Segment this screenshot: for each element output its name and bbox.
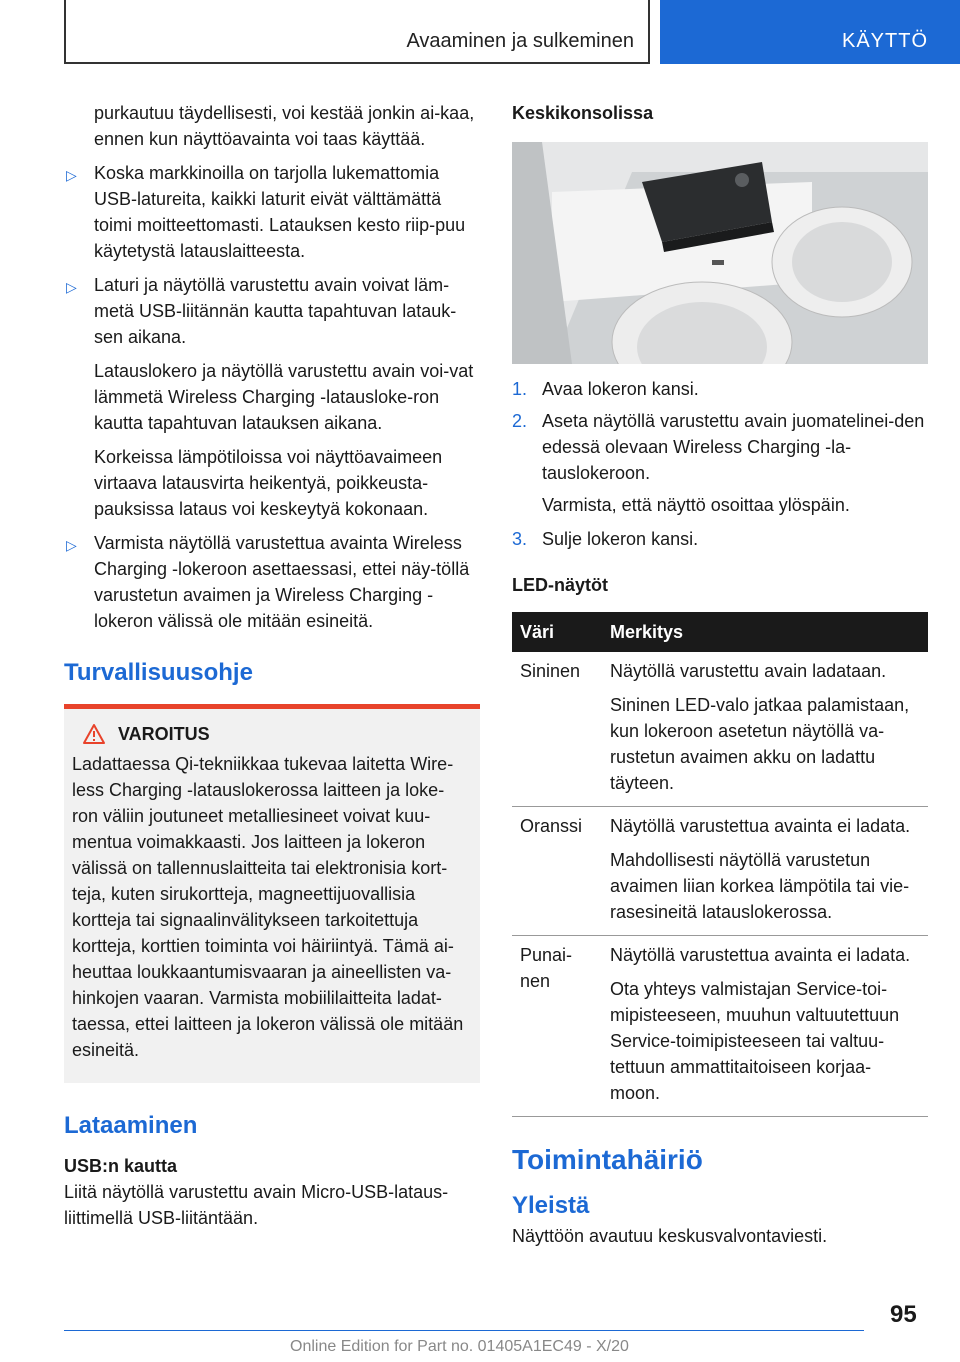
triangle-bullet-icon: ▷ <box>66 537 77 553</box>
header-section-title: Avaaminen ja sulkeminen <box>406 30 634 52</box>
meaning-text: Näytöllä varustettu avain ladataan. <box>610 661 887 681</box>
meaning-cell <box>602 936 928 1117</box>
bullet-item <box>64 530 480 634</box>
page-number: 95 <box>890 1301 917 1328</box>
table-header-row <box>512 612 928 652</box>
fault-heading: Toimintahäiriö <box>512 1144 703 1175</box>
bullet-text: Varmista näytöllä varustettua avainta Wireless Charging -lokeroon asettaessasi, ettei näy-töllä varustetun avaimen ja Wireless Charging -lokeron välissä ole mitään esineitä. <box>94 533 470 631</box>
warning-box <box>64 704 480 1083</box>
color-cell: Punai-nen <box>512 936 602 1117</box>
column-header: Merkitys <box>602 612 928 652</box>
color-cell: Oranssi <box>512 807 602 936</box>
bullet-item <box>64 272 480 350</box>
bullet-paragraph: Latauslokero ja näytöllä varustettu avain voi-vat lämmetä Wireless Charging -latausloke-ron kautta tapahtuvan latauksen aikana. <box>94 361 474 433</box>
general-text: Näyttöön avautuu keskusvalvontaviesti. <box>512 1226 828 1246</box>
step-text: Aseta näytöllä varustettu avain juomatelinei-den edessä olevaan Wireless Charging -la-tauslokeroon. <box>542 411 925 483</box>
footer-edition: Online Edition for Part no. 01405A1EC49 - X/20 <box>290 1338 629 1355</box>
header-chapter <box>660 0 960 64</box>
led-heading: LED-näytöt <box>512 575 608 595</box>
step-number: 2. <box>512 411 528 431</box>
step-item <box>512 408 928 486</box>
table-row <box>512 807 928 936</box>
charging-heading: Lataaminen <box>64 1112 198 1139</box>
bullet-text: Laturi ja näytöllä varustettu avain voivat läm-metä USB-liitännän kautta tapahtuvan latauk-sen aikana. <box>94 275 457 347</box>
usb-text: Liitä näytöllä varustettu avain Micro-USB-lataus-liittimellä USB-liitäntään. <box>64 1182 449 1228</box>
usb-heading: USB:n kautta <box>64 1156 178 1176</box>
meaning-text: Mahdollisesti näytöllä varustetun avaimen liian korkea lämpötila tai vie-rasesineitä latauslokerossa. <box>610 850 910 922</box>
table-row <box>512 652 928 807</box>
console-heading: Keskikonsolissa <box>512 103 654 123</box>
warning-triangle-icon <box>82 723 106 745</box>
safety-heading: Turvallisuusohje <box>64 659 253 686</box>
meaning-cell <box>602 807 928 936</box>
warning-title-text: VAROITUS <box>118 724 210 744</box>
step-item <box>512 376 928 402</box>
table-row <box>512 936 928 1117</box>
step-item <box>512 526 928 552</box>
column-header: Väri <box>512 612 602 652</box>
warning-text: Ladattaessa Qi-tekniikkaa tukevaa laitetta Wire-less Charging -latauslokerossa laitteen ja loke-ron väliin joutuneet metalliesineet voivat kuu-mentua voimakkaasti. Jos laitteen ja lokeron välissä on tallennuslaitteita tai elektronisia kort-teja, kuten sirukortteja, magneettijuovallisia kortteja tai signaalinvälitykseen tarkoitettuja kortteja, korttien toiminta voi häiriintyä. Tämä ai-heuttaa loukkaantumisvaaran ja aineellisten va-hinkojen vaaran. Varmista mobiililaitteita ladat-taessa, ettei laitteen ja lokeron välissä ole mitään esineitä. <box>72 754 464 1060</box>
header-section <box>64 0 650 64</box>
triangle-bullet-icon: ▷ <box>66 167 77 183</box>
footer-divider <box>64 1330 864 1331</box>
bullet-paragraph: Korkeissa lämpötiloissa voi näyttöavaimeen virtaava latausvirta heikentyä, poikkeusta-pauksissa lataus voi keskeytyä kokonaan. <box>94 447 443 519</box>
step-text: Avaa lokeron kansi. <box>542 379 699 399</box>
general-heading: Yleistä <box>512 1192 590 1219</box>
bullet-item <box>64 160 480 264</box>
step-text: Sulje lokeron kansi. <box>542 529 699 549</box>
meaning-cell <box>602 652 928 807</box>
meaning-text: Näytöllä varustettua avainta ei ladata. <box>610 945 911 965</box>
color-cell: Sininen <box>512 652 602 807</box>
header-chapter-title: KÄYTTÖ <box>841 30 928 52</box>
led-table <box>512 612 928 1117</box>
meaning-text: Ota yhteys valmistajan Service-toi-mipisteeseen, muuhun valtuutettuun Service-toimipisteeseen tai valtuu-tettuun ammattitaitoiseen korjaa-moon. <box>610 979 900 1103</box>
left-column <box>64 100 480 1231</box>
meaning-text: Näytöllä varustettua avainta ei ladata. <box>610 816 911 836</box>
warning-title <box>82 721 466 747</box>
triangle-bullet-icon: ▷ <box>66 279 77 295</box>
step-number: 3. <box>512 529 528 549</box>
step-number: 1. <box>512 379 528 399</box>
meaning-text: Sininen LED-valo jatkaa palamistaan, kun lokeroon asetetun näytöllä va-rustetun avaimen akku on ladattu täyteen. <box>610 695 910 793</box>
bullet-text: Koska markkinoilla on tarjolla lukemattomia USB-latureita, kaikki laturit eivät välttämättä toimi moitteettomasti. Latauksen kesto riip-puu käytetystä latauslaitteesta. <box>94 163 466 261</box>
right-column <box>512 100 928 1249</box>
intro-paragraph: purkautuu täydellisesti, voi kestää jonkin ai-kaa, ennen kun näyttöavainta voi taas käyttää. <box>94 103 475 149</box>
charging-tray-photo <box>512 142 928 364</box>
step-note: Varmista, että näyttö osoittaa ylöspäin. <box>542 495 850 515</box>
